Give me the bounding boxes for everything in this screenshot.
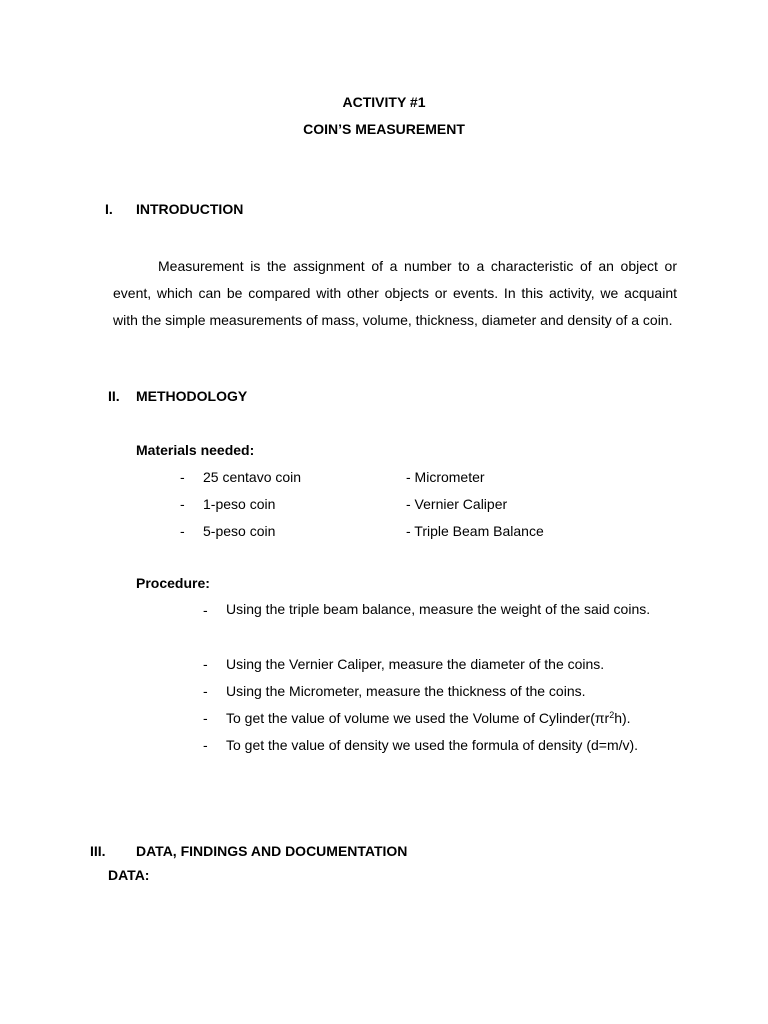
activity-label: ACTIVITY #1 bbox=[342, 94, 426, 110]
section-heading-methodology: METHODOLOGY bbox=[136, 388, 248, 404]
introduction-paragraph: Measurement is the assignment of a number to a characteristic of an object or event, which can be compared with other objects or events. In this activity, we acquaint with the simple measurements of mass, volume, thickness, diameter and density of a coin. bbox=[113, 258, 677, 328]
section-numeral-intro: I. bbox=[105, 201, 113, 217]
procedure-step: To get the value of density we used the formula of density (d=m/v). bbox=[226, 737, 639, 753]
document-title: COIN’S MEASUREMENT bbox=[303, 121, 465, 137]
list-bullet: - bbox=[180, 523, 185, 539]
section-numeral-methodology: II. bbox=[108, 388, 120, 404]
procedure-step-volume bbox=[226, 710, 631, 726]
material-item: - Vernier Caliper bbox=[406, 496, 508, 512]
list-bullet: - bbox=[203, 683, 208, 699]
section-numeral-data: III. bbox=[90, 843, 106, 859]
procedure-heading: Procedure: bbox=[136, 575, 210, 591]
list-bullet: - bbox=[203, 656, 208, 672]
procedure-step: Using the Vernier Caliper, measure the diameter of the coins. bbox=[226, 656, 605, 672]
procedure-step: Using the triple beam balance, measure the weight of the said coins. bbox=[226, 601, 651, 617]
list-bullet: - bbox=[180, 469, 185, 485]
material-item: 1-peso coin bbox=[203, 496, 276, 512]
procedure-step: To get the value of volume we used the Volume of Cylinder(πr bbox=[226, 710, 610, 726]
list-bullet: - bbox=[180, 496, 185, 512]
material-item: - Triple Beam Balance bbox=[406, 523, 544, 539]
list-bullet: - bbox=[203, 737, 208, 753]
material-item: - Micrometer bbox=[406, 469, 485, 485]
list-bullet: - bbox=[203, 710, 208, 726]
list-bullet: - bbox=[203, 602, 208, 618]
material-item: 25 centavo coin bbox=[203, 469, 302, 485]
exponent: 2 bbox=[609, 710, 615, 720]
procedure-step-tail: h). bbox=[614, 710, 631, 726]
section-heading-data: DATA, FINDINGS AND DOCUMENTATION bbox=[136, 843, 408, 859]
material-item: 5-peso coin bbox=[203, 523, 276, 539]
materials-heading: Materials needed: bbox=[136, 442, 255, 458]
section-heading-introduction: INTRODUCTION bbox=[136, 201, 244, 217]
procedure-step: Using the Micrometer, measure the thickness of the coins. bbox=[226, 683, 586, 699]
data-label: DATA: bbox=[108, 867, 150, 883]
